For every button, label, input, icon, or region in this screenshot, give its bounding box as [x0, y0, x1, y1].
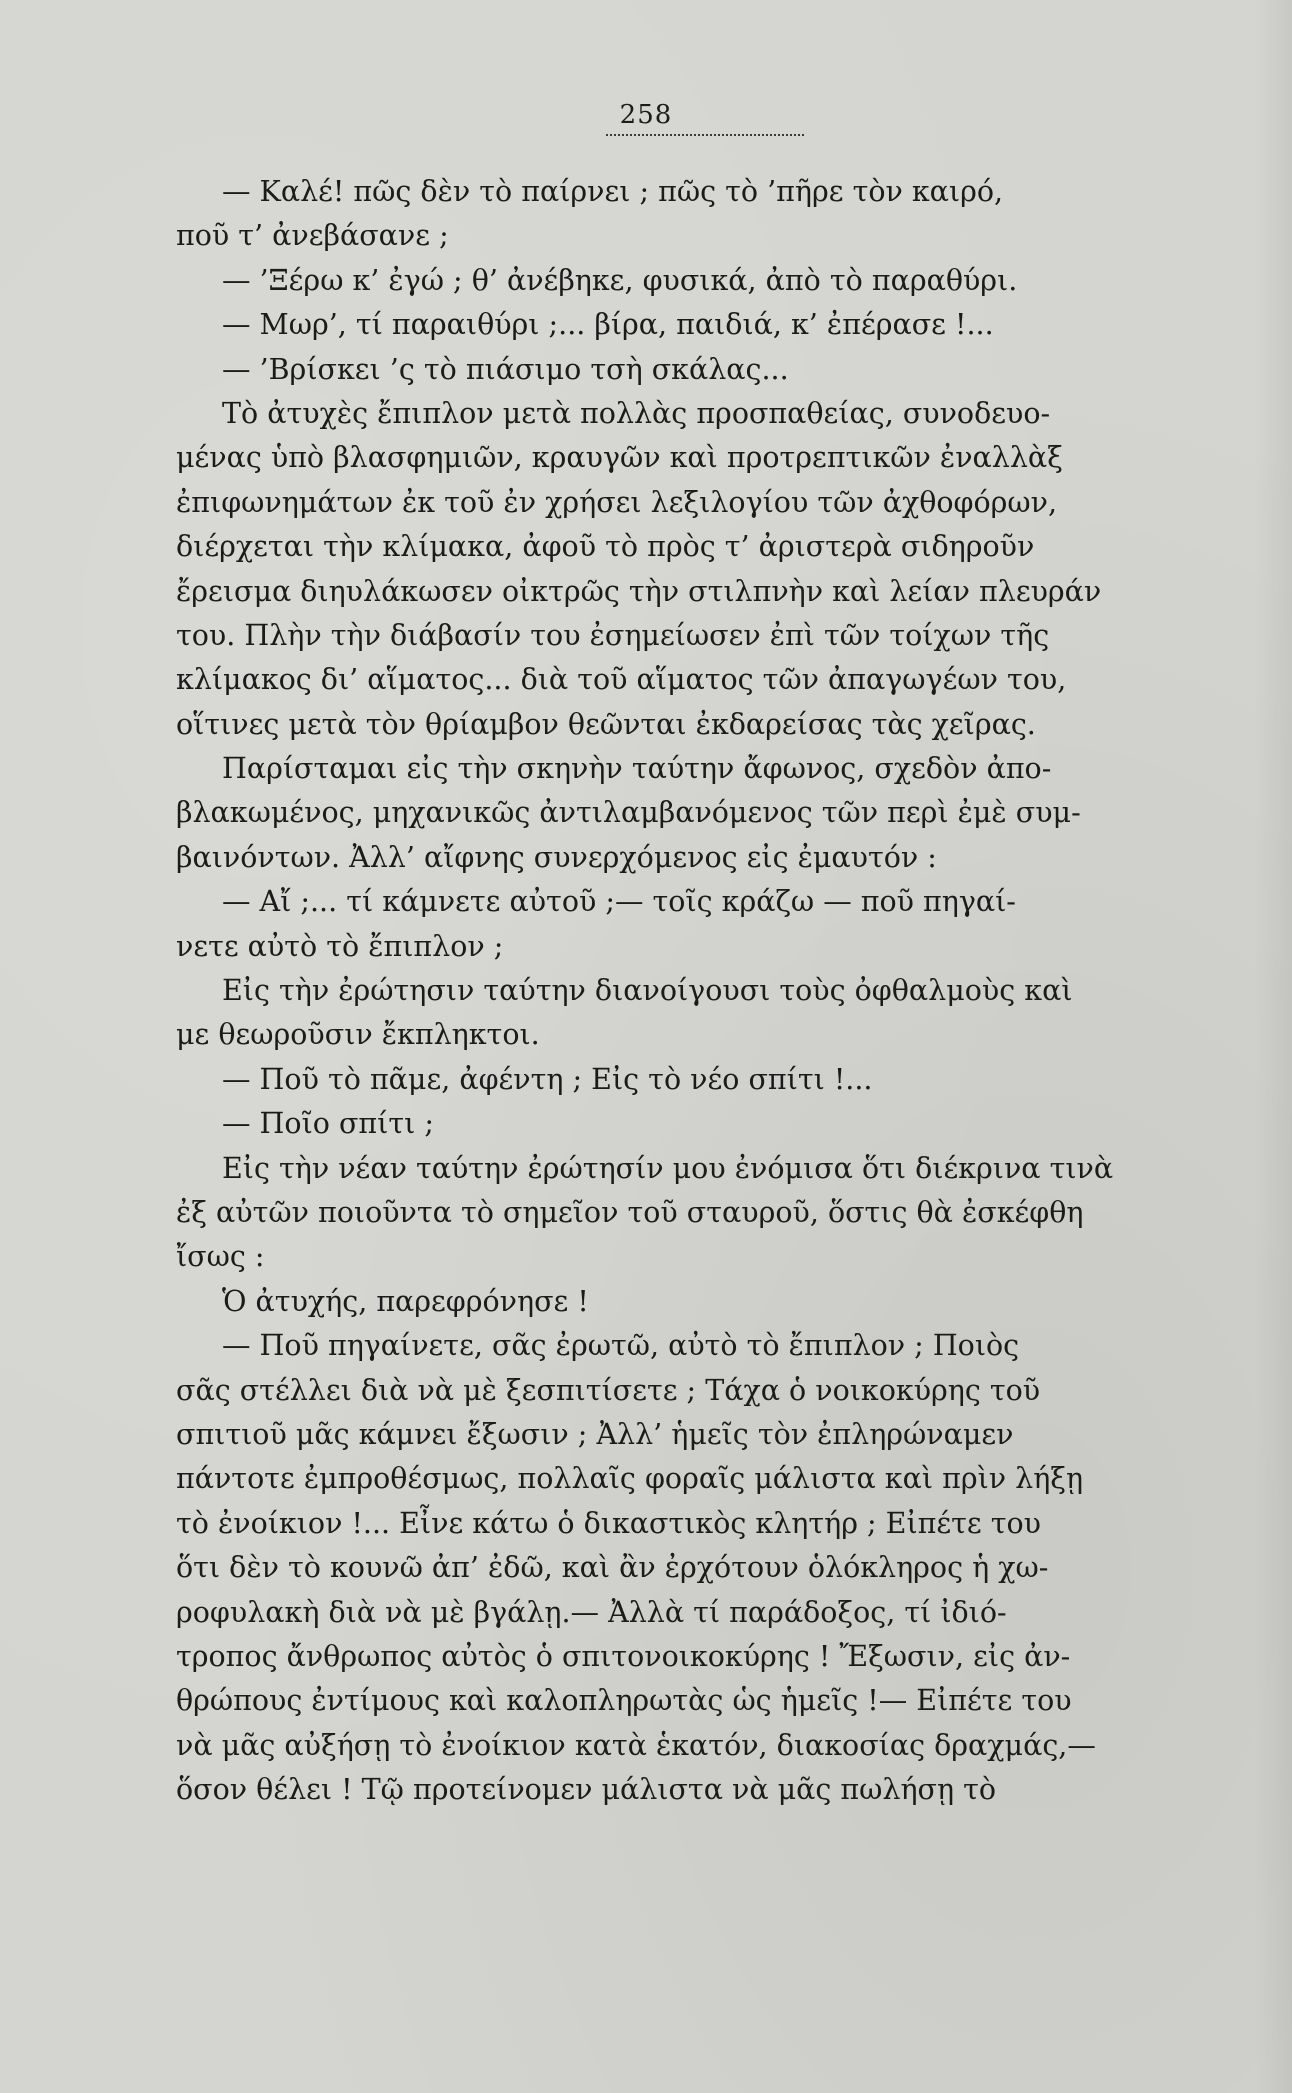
text-line: μένας ὑπὸ βλασφημιῶν, κραυγῶν καὶ προτρεπτικῶν ἐναλλὰξ	[176, 441, 1063, 475]
text-line: τὸ ἐνοίκιον !... Εἶνε κάτω ὁ δικαστικὸς κλητήρ ; Εἰπέτε του	[176, 1506, 1041, 1540]
text-line: Ὁ ἀτυχής, παρεφρόνησε !	[222, 1284, 589, 1318]
text-line: — Ποῖο σπίτι ;	[222, 1107, 434, 1141]
text-line: με θεωροῦσιν ἔκπληκτοι.	[176, 1018, 540, 1052]
text-line: νετε αὐτὸ τὸ ἔπιπλον ;	[176, 929, 504, 963]
text-line: ἴσως :	[176, 1240, 265, 1274]
text-line: — ’Βρίσκει ’ς τὸ πιάσιμο τσὴ σκάλας...	[222, 352, 789, 386]
text-line: ποῦ τ’ ἀνεβάσανε ;	[176, 219, 449, 253]
text-line: διέρχεται τὴν κλίμακα, ἀφοῦ τὸ πρὸς τ’ ἀριστερὰ σιδηροῦν	[176, 530, 1035, 564]
text-line: — Ποῦ τὸ πᾶμε, ἀφέντη ; Εἰς τὸ νέο σπίτι !...	[222, 1062, 873, 1096]
page-number: 258	[619, 100, 673, 130]
text-line: — Ποῦ πηγαίνετε, σᾶς ἐρωτῶ, αὐτὸ τὸ ἔπιπλον ; Ποιὸς	[222, 1329, 1020, 1363]
text-line: σπιτιοῦ μᾶς κάμνει ἔξωσιν ; Ἀλλ’ ἡμεῖς τὸν ἐπληρώναμεν	[176, 1417, 1014, 1451]
text-line: Παρίσταμαι εἰς τὴν σκηνὴν ταύτην ἄφωνος, σχεδὸν ἀπο-	[222, 752, 1052, 786]
text-line: σᾶς στέλλει διὰ νὰ μὲ ξεσπιτίσετε ; Τάχα ὁ νοικοκύρης τοῦ	[176, 1373, 1041, 1407]
text-line: νὰ μᾶς αὐξήσῃ τὸ ἐνοίκιον κατὰ ἑκατόν, διακοσίας δραχμάς,—	[176, 1728, 1096, 1762]
text-line: κλίμακος δι’ αἵματος... διὰ τοῦ αἵματος τῶν ἀπαγωγέων του,	[176, 663, 1067, 697]
text-line: βαινόντων. Ἀλλ’ αἴφνης συνερχόμενος εἰς ἐμαυτόν :	[176, 840, 937, 874]
text-line: ὅτι δὲν τὸ κουνῶ ἀπ’ ἐδῶ, καὶ ἂν ἐρχότουν ὁλόκληρος ἡ χω-	[176, 1551, 1049, 1585]
text-line: ἔρεισμα διηυλάκωσεν οἰκτρῶς τὴν στιλπνὴν καὶ λείαν πλευράν	[176, 574, 1102, 608]
text-line: οἵτινες μετὰ τὸν θρίαμβον θεῶνται ἐκδαρείσας τὰς χεῖρας.	[176, 707, 1036, 741]
text-line: ὅσον θέλει ! Τῷ προτείνομεν μάλιστα νὰ μᾶς πωλήσῃ τὸ	[176, 1773, 997, 1807]
text-line: θρώπους ἐντίμους καὶ καλοπληρωτὰς ὡς ἡμεῖς !— Εἰπέτε του	[176, 1684, 1072, 1718]
page-edge-shadow	[1254, 0, 1292, 2093]
text-line: ροφυλακὴ διὰ νὰ μὲ βγάλῃ.— Ἀλλὰ τί παράδοξος, τί ἰδιό-	[176, 1595, 1007, 1629]
text-line: — ’Ξέρω κ’ ἐγώ ; θ’ ἀνέβηκε, φυσικά, ἀπὸ τὸ παραθύρι.	[222, 263, 1018, 297]
text-line: Εἰς τὴν νέαν ταύτην ἐρώτησίν μου ἐνόμισα ὅτι διέκρινα τινὰ	[222, 1151, 1114, 1185]
text-line: Τὸ ἀτυχὲς ἔπιπλον μετὰ πολλὰς προσπαθείας, συνοδευο-	[222, 396, 1051, 430]
text-line: βλακωμένος, μηχανικῶς ἀντιλαμβανόμενος τῶν περὶ ἐμὲ συμ-	[176, 796, 1081, 830]
text-line: Εἰς τὴν ἐρώτησιν ταύτην διανοίγουσι τοὺς ὀφθαλμοὺς καὶ	[222, 974, 1073, 1008]
text-line: — Καλέ! πῶς δὲν τὸ παίρνει ; πῶς τὸ ’πῆρε τὸν καιρό,	[222, 175, 1004, 208]
text-line: τροπος ἄνθρωπος αὐτὸς ὁ σπιτονοικοκύρης ! Ἔξωσιν, εἰς ἀν-	[176, 1639, 1071, 1673]
text-line: ἐπιφωνημάτων ἐκ τοῦ ἐν χρήσει λεξιλογίου τῶν ἀχθοφόρων,	[176, 485, 1058, 519]
text-line: πάντοτε ἐμπροθέσμως, πολλαῖς φοραῖς μάλιστα καὶ πρὶν λήξῃ	[176, 1462, 1084, 1496]
text-line: ἐξ αὐτῶν ποιοῦντα τὸ σημεῖον τοῦ σταυροῦ, ὅστις θὰ ἐσκέφθη	[176, 1195, 1084, 1229]
text-line: — Αἴ ;... τί κάμνετε αὐτοῦ ;— τοῖς κράζω — ποῦ πηγαί-	[222, 885, 1016, 919]
text-line: του. Πλὴν τὴν διάβασίν του ἐσημείωσεν ἐπὶ τῶν τοίχων τῆς	[176, 618, 1050, 652]
text-line: — Μωρ’, τί παραιθύρι ;... βίρα, παιδιά, κ’ ἐπέρασε !...	[222, 308, 994, 342]
body-text	[176, 170, 1224, 1812]
page-number-ornament	[606, 134, 804, 136]
